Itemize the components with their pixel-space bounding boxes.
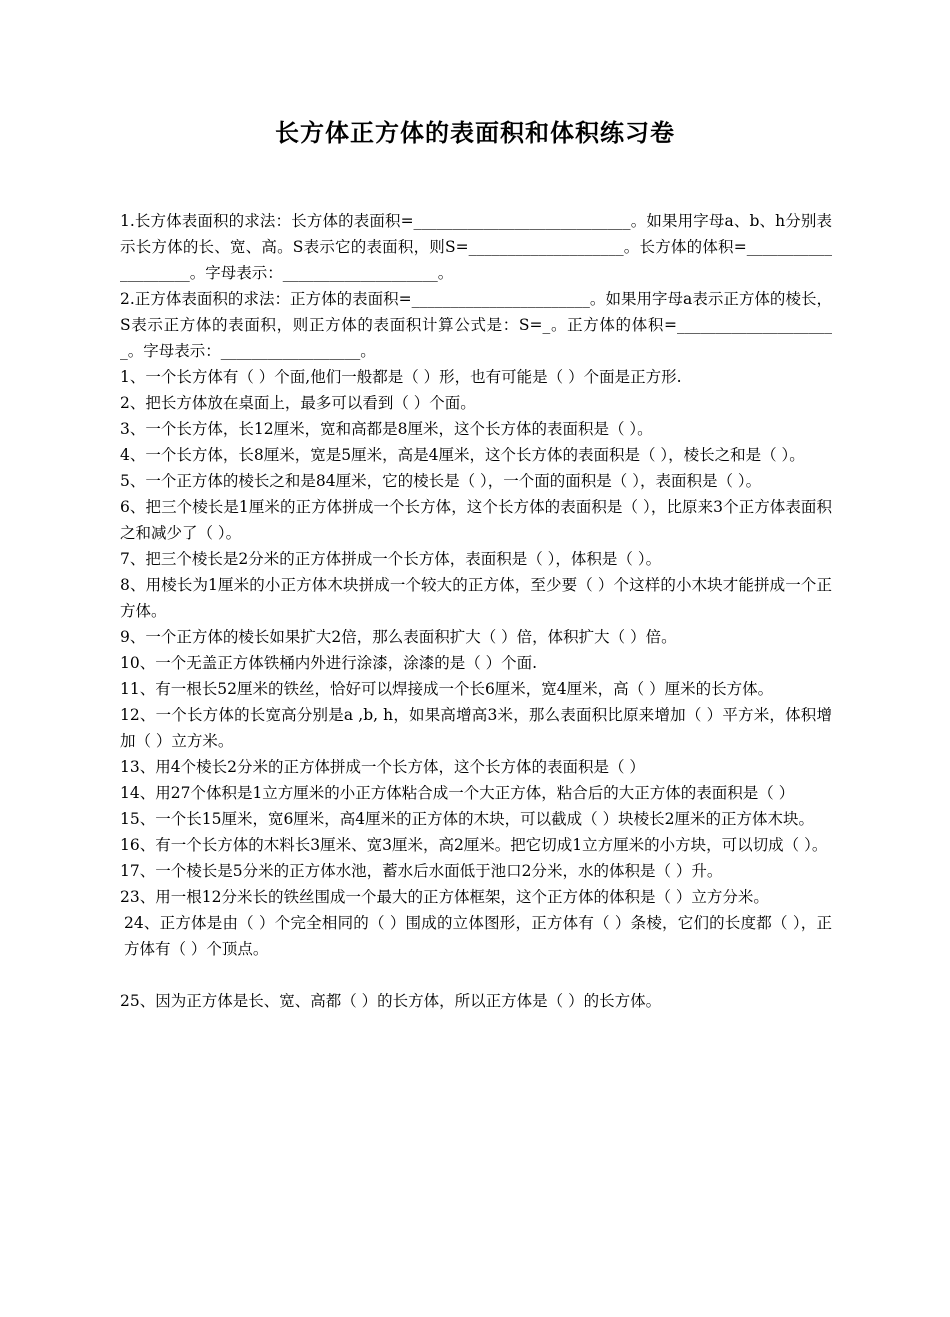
worksheet-content [120, 208, 832, 1014]
question-paragraph: 12、一个长方体的长宽高分别是a ,b, h，如果高增高3米，那么表面积比原来增加（ ）平方米，体积增加（ ）立方米。 [120, 706, 832, 750]
question-paragraph: 9、一个正方体的棱长如果扩大2倍，那么表面积扩大（ ）倍，体积扩大（ ）倍。 [120, 628, 677, 646]
question-paragraph: 11、有一根长52厘米的铁丝，恰好可以焊接成一个长6厘米，宽4厘米，高（ ）厘米的长方体。 [120, 680, 774, 698]
question-paragraph: 1.长方体表面积的求法：长方体的表面积=____________________________。如果用字母a、b、h分别表示长方体的长、宽、高。S表示它的表面积，则S=____________________。长方体的体积=____________________。字母表示：____________________。 [120, 212, 832, 282]
page-title: 长方体正方体的表面积和体积练习卷 [275, 118, 675, 147]
question-paragraph: 2.正方体表面积的求法：正方体的表面积=_______________________。如果用字母a表示正方体的棱长，S表示正方体的表面积，则正方体的表面积计算公式是：S=_。正方体的体积=_____________________。字母表示：__________________。 [120, 290, 832, 360]
question-paragraph: 1、一个长方体有（ ）个面,他们一般都是（ ）形，也有可能是（ ）个面是正方形. [120, 368, 682, 386]
question-paragraph: 2、把长方体放在桌面上，最多可以看到（ ）个面。 [120, 394, 476, 412]
question-paragraph: 5、一个正方体的棱长之和是84厘米，它的棱长是（ ），一个面的面积是（ ），表面积是（ ）。 [120, 472, 762, 490]
question-paragraph: 24、正方体是由（ ）个完全相同的（ ）围成的立体图形，正方体有（ ）条棱，它们的长度都（ ），正方体有（ ）个顶点。 [124, 914, 832, 958]
question-paragraph: 15、一个长15厘米，宽6厘米，高4厘米的正方体的木块，可以截成（ ）块棱长2厘米的正方体木块。 [120, 810, 814, 828]
question-paragraph: 23、用一根12分米长的铁丝围成一个最大的正方体框架，这个正方体的体积是（ ）立方分米。 [120, 888, 769, 906]
question-paragraph: 17、一个棱长是5分米的正方体水池，蓄水后水面低于池口2分米，水的体积是（ ）升。 [120, 862, 723, 880]
question-paragraph: 3、一个长方体，长12厘米，宽和高都是8厘米，这个长方体的表面积是（ ）。 [120, 420, 653, 438]
question-paragraph: 10、一个无盖正方体铁桶内外进行涂漆，涂漆的是（ ）个面. [120, 654, 538, 672]
question-paragraph: 13、用4个棱长2分米的正方体拼成一个长方体，这个长方体的表面积是（ ） [120, 758, 645, 776]
question-paragraph: 16、有一个长方体的木料长3厘米、宽3厘米，高2厘米。把它切成1立方厘米的小方块，可以切成（ ）。 [120, 836, 828, 854]
question-paragraph: 8、用棱长为1厘米的小正方体木块拼成一个较大的正方体，至少要（ ）个这样的小木块才能拼成一个正方体。 [120, 576, 832, 620]
spacer [120, 962, 832, 988]
question-paragraph: 6、把三个棱长是1厘米的正方体拼成一个长方体，这个长方体的表面积是（ ），比原来3个正方体表面积之和减少了（ ）。 [120, 498, 832, 542]
question-paragraph: 4、一个长方体，长8厘米，宽是5厘米，高是4厘米，这个长方体的表面积是（ ），棱长之和是（ ）。 [120, 446, 805, 464]
question-paragraph: 14、用27个体积是1立方厘米的小正方体粘合成一个大正方体，粘合后的大正方体的表面积是（ ） [120, 784, 795, 802]
question-paragraph: 25、因为正方体是长、宽、高都（ ）的长方体，所以正方体是（ ）的长方体。 [120, 992, 662, 1010]
question-paragraph: 7、把三个棱长是2分米的正方体拼成一个长方体，表面积是（ ），体积是（ ）。 [120, 550, 662, 568]
